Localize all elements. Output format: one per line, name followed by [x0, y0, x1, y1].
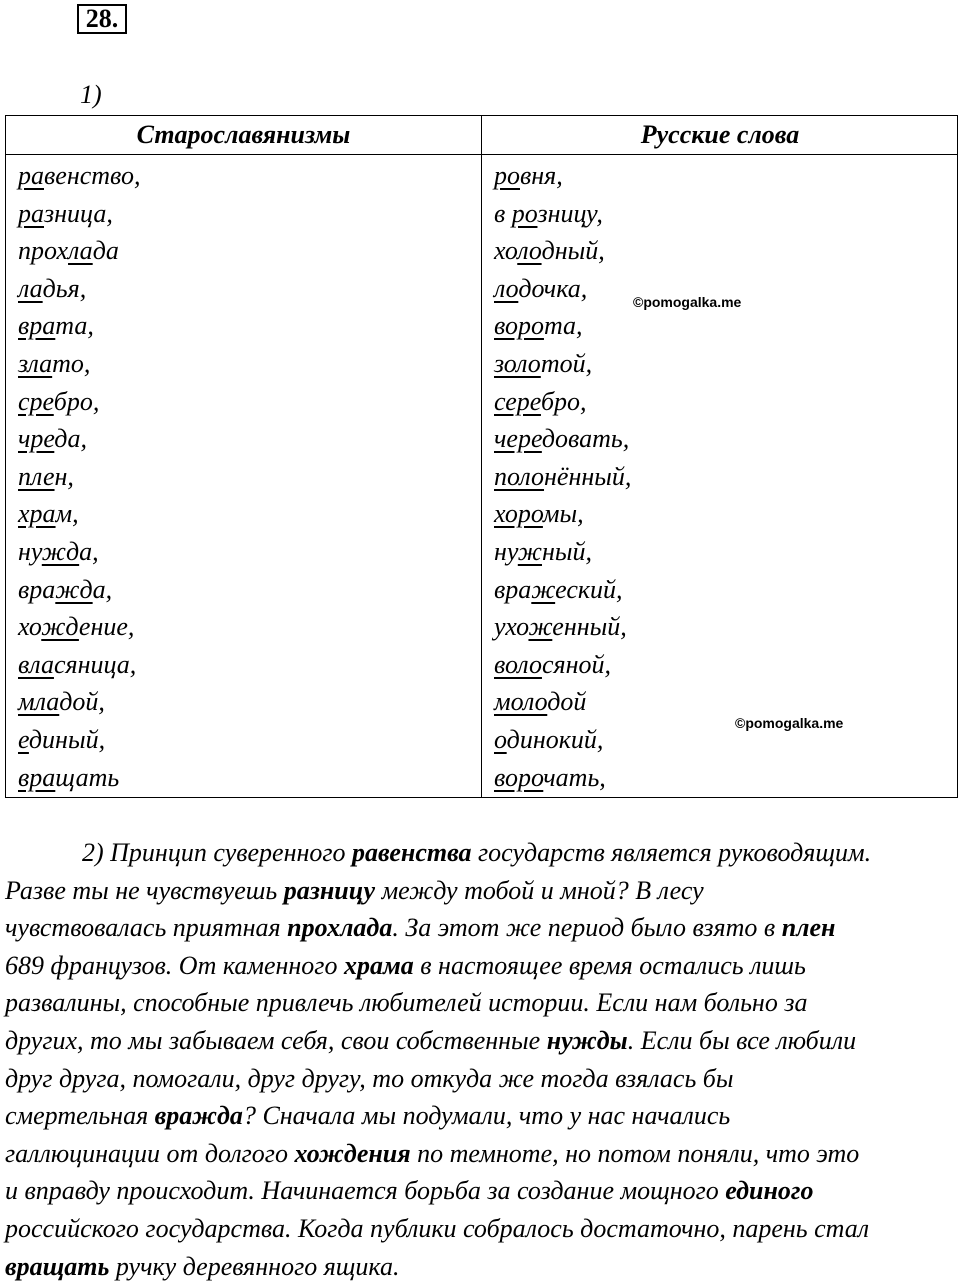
- text-segment: та,: [543, 311, 583, 341]
- old-slavonic-column: [18, 157, 140, 796]
- text-segment: галлюцинации от долгого: [5, 1138, 295, 1168]
- text-segment: дья,: [42, 273, 87, 303]
- russian-word: [494, 683, 631, 721]
- text-segment: вра: [18, 574, 56, 604]
- text-segment: енный,: [552, 612, 627, 642]
- russian-word: [494, 721, 631, 759]
- russian-word: [494, 571, 631, 609]
- text-line: [5, 947, 955, 985]
- old-slavonic-word: [18, 646, 140, 684]
- text-segment: динокий,: [506, 724, 604, 754]
- header-old-slavonic: Старославянизмы: [136, 120, 351, 149]
- underlined-root: ра: [18, 198, 44, 228]
- old-slavonic-word: [18, 195, 140, 233]
- text-segment: дный,: [541, 236, 605, 266]
- old-slavonic-word: [18, 571, 140, 609]
- underlined-root: ра: [18, 161, 44, 190]
- underlined-root: вла: [18, 649, 54, 679]
- underlined-root: е: [18, 724, 29, 754]
- text-segment: дочка,: [518, 273, 588, 303]
- old-slavonic-word: [18, 759, 140, 797]
- underlined-root: вра: [18, 762, 56, 792]
- task-number: 28.: [77, 4, 127, 34]
- old-slavonic-word: [18, 383, 140, 421]
- highlighted-word: хождения: [294, 1138, 411, 1168]
- old-slavonic-word: [18, 307, 140, 345]
- text-segment: хо: [18, 612, 42, 642]
- underlined-root: воло: [494, 649, 542, 679]
- text-segment: диный,: [28, 724, 106, 754]
- russian-word: [494, 157, 631, 195]
- text-segment: в настоящее время остались лишь: [413, 950, 806, 980]
- russian-word: [494, 307, 631, 345]
- text-segment: дой: [547, 687, 587, 717]
- text-segment: ручку деревянного ящика.: [109, 1251, 400, 1281]
- text-segment: ный,: [541, 536, 592, 566]
- text-segment: зницу,: [537, 198, 603, 228]
- underlined-root: воро: [494, 311, 544, 341]
- old-slavonic-word: [18, 608, 140, 646]
- highlighted-word: храма: [343, 950, 414, 980]
- underlined-root: о: [494, 724, 507, 754]
- highlighted-word: вражда: [154, 1101, 243, 1131]
- text-segment: довать,: [541, 424, 630, 454]
- text-segment: Разве ты не чувствуешь: [5, 875, 284, 905]
- underlined-root: ло: [494, 273, 519, 303]
- text-line: [5, 1135, 955, 1173]
- text-segment: зница,: [44, 198, 113, 228]
- underlined-root: вра: [18, 311, 56, 341]
- text-segment: в: [494, 198, 512, 228]
- old-slavonic-word: [18, 345, 140, 383]
- old-slavonic-word: [18, 420, 140, 458]
- underlined-root: ро: [511, 198, 538, 228]
- russian-word: [494, 232, 631, 270]
- text-segment: м,: [55, 499, 79, 529]
- underlined-root: воро: [494, 762, 544, 792]
- text-segment: между тобой и мной? В лесу: [375, 875, 704, 905]
- underlined-root: жд: [41, 612, 79, 642]
- underlined-root: жд: [41, 536, 80, 566]
- text-segment: еский,: [555, 574, 623, 604]
- russian-word: [494, 759, 631, 797]
- highlighted-word: равенства: [352, 838, 472, 867]
- text-segment: смертельная: [5, 1101, 155, 1131]
- text-segment: н,: [54, 461, 74, 491]
- text-segment: мы,: [542, 499, 584, 529]
- underlined-root: сре: [18, 386, 54, 416]
- text-segment: развалины, способные привлечь любителей истории. Если нам больно за: [5, 988, 808, 1018]
- highlighted-word: плен: [781, 913, 836, 943]
- underlined-root: ж: [531, 574, 556, 604]
- text-line: [5, 834, 955, 872]
- text-segment: да: [92, 236, 119, 266]
- underlined-root: пле: [18, 461, 55, 491]
- text-segment: ение,: [78, 612, 135, 642]
- underlined-root: ж: [517, 536, 542, 566]
- text-segment: российского государства. Когда публики собралось достаточно, парень стал: [5, 1213, 870, 1243]
- underlined-root: ло: [517, 236, 542, 266]
- underlined-root: моло: [494, 687, 548, 717]
- underlined-root: зла: [18, 348, 53, 378]
- text-segment: хо: [494, 236, 518, 266]
- underlined-root: чере: [494, 424, 542, 454]
- header-divider: [6, 154, 957, 155]
- part2-text: [5, 834, 955, 1285]
- text-segment: прох: [18, 236, 69, 266]
- text-segment: нённый,: [544, 461, 632, 491]
- text-segment: 2) Принцип суверенного: [82, 838, 353, 867]
- underlined-root: хра: [18, 499, 56, 529]
- header-russian: Русские слова: [640, 120, 800, 149]
- text-line: [5, 1172, 955, 1210]
- text-segment: той,: [540, 348, 593, 378]
- old-slavonic-word: [18, 157, 140, 195]
- text-line: [5, 872, 955, 910]
- highlighted-word: вращать: [5, 1251, 110, 1281]
- text-segment: других, то мы забываем себя, свои собственные: [5, 1025, 547, 1055]
- russian-word: [494, 495, 631, 533]
- text-line: [5, 1210, 955, 1248]
- underlined-root: хоро: [494, 499, 543, 529]
- text-segment: вня,: [520, 161, 563, 190]
- old-slavonic-word: [18, 232, 140, 270]
- column-divider: [481, 116, 482, 797]
- watermark: ©pomogalka.me: [735, 715, 844, 731]
- text-segment: бро,: [53, 386, 100, 416]
- text-line: [5, 984, 955, 1022]
- old-slavonic-word: [18, 270, 140, 308]
- old-slavonic-word: [18, 683, 140, 721]
- text-segment: государств является руководящим.: [471, 838, 872, 867]
- underlined-root: поло: [494, 461, 545, 491]
- text-segment: та,: [55, 311, 94, 341]
- text-segment: чувствовалась приятная: [5, 913, 288, 943]
- russian-word: [494, 383, 631, 421]
- underlined-root: чре: [18, 424, 55, 454]
- word-table: [5, 115, 958, 798]
- highlighted-word: прохлада: [287, 913, 393, 943]
- russian-word: [494, 270, 631, 308]
- underlined-root: золо: [494, 348, 541, 378]
- text-line: [5, 1097, 955, 1135]
- text-segment: 689 французов. От каменного: [5, 950, 344, 980]
- text-segment: бро,: [540, 386, 587, 416]
- text-segment: а,: [79, 536, 99, 566]
- russian-word: [494, 646, 631, 684]
- russian-word: [494, 533, 631, 571]
- russian-word: [494, 345, 631, 383]
- text-segment: то,: [52, 348, 91, 378]
- text-segment: а,: [92, 574, 113, 604]
- text-line: [5, 1060, 955, 1098]
- underlined-root: сере: [494, 386, 541, 416]
- text-segment: венство,: [44, 161, 141, 190]
- part1-label: 1): [80, 80, 102, 109]
- text-line: [5, 1248, 955, 1285]
- russian-word: [494, 458, 631, 496]
- old-slavonic-word: [18, 458, 140, 496]
- text-segment: . Если бы все любили: [627, 1025, 857, 1055]
- russian-word: [494, 195, 631, 233]
- text-line: [5, 1022, 955, 1060]
- underlined-root: жд: [55, 574, 93, 604]
- russian-column: [494, 157, 631, 796]
- highlighted-word: нужды: [546, 1025, 628, 1055]
- underlined-root: ла: [68, 236, 93, 266]
- text-segment: и вправду происходит. Начинается борьба за создание мощного: [5, 1176, 726, 1206]
- text-segment: . За этот же период было взято в: [392, 913, 782, 943]
- russian-word: [494, 608, 631, 646]
- text-segment: сяной,: [541, 649, 611, 679]
- underlined-root: мла: [18, 687, 60, 717]
- text-segment: ну: [18, 536, 42, 566]
- highlighted-word: единого: [725, 1176, 814, 1206]
- text-segment: по темноте, но потом поняли, что это: [410, 1138, 860, 1168]
- text-segment: да,: [54, 424, 87, 454]
- text-segment: друг друга, помогали, друг другу, то откуда же тогда взялась бы: [5, 1063, 734, 1093]
- old-slavonic-word: [18, 533, 140, 571]
- underlined-root: ла: [18, 273, 43, 303]
- text-line: [5, 909, 955, 947]
- russian-word: [494, 420, 631, 458]
- text-segment: сяница,: [53, 649, 137, 679]
- text-segment: ? Сначала мы подумали, что у нас начались: [242, 1101, 731, 1131]
- text-segment: чать,: [543, 762, 606, 792]
- old-slavonic-word: [18, 721, 140, 759]
- text-segment: вра: [494, 574, 532, 604]
- text-segment: дой,: [59, 687, 105, 717]
- text-segment: ну: [494, 536, 518, 566]
- underlined-root: ж: [528, 612, 553, 642]
- underlined-root: ро: [494, 161, 520, 190]
- highlighted-word: разницу: [283, 875, 376, 905]
- watermark: ©pomogalka.me: [633, 294, 742, 310]
- text-segment: щать: [55, 762, 120, 792]
- old-slavonic-word: [18, 495, 140, 533]
- text-segment: ухо: [494, 612, 529, 642]
